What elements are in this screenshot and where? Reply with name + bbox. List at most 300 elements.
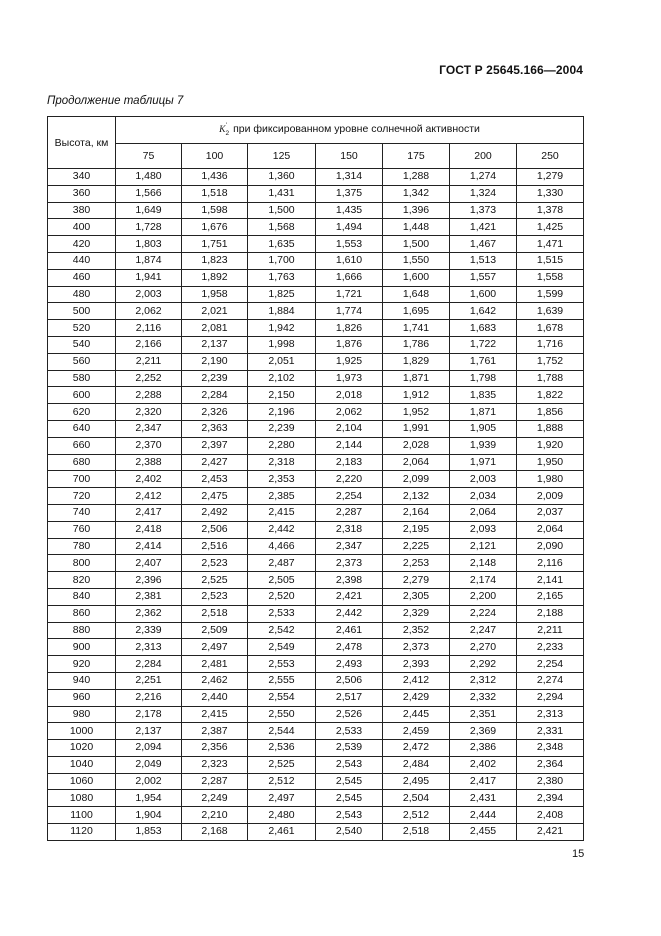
value-cell: 1,513 <box>450 252 517 269</box>
value-cell: 2,021 <box>182 303 248 320</box>
height-cell: 980 <box>48 706 116 723</box>
value-cell: 1,761 <box>450 353 517 370</box>
table-row <box>48 740 584 757</box>
value-cell: 2,220 <box>316 471 383 488</box>
value-cell: 2,351 <box>450 706 517 723</box>
value-cell: 2,018 <box>316 387 383 404</box>
table-row <box>48 286 584 303</box>
value-cell: 2,480 <box>248 807 316 824</box>
table-row <box>48 807 584 824</box>
value-cell: 1,874 <box>116 252 182 269</box>
height-cell: 440 <box>48 252 116 269</box>
height-cell: 680 <box>48 454 116 471</box>
value-cell: 2,506 <box>316 672 383 689</box>
value-cell: 1,378 <box>517 202 584 219</box>
value-cell: 2,150 <box>248 387 316 404</box>
table-row <box>48 689 584 706</box>
value-cell: 2,049 <box>116 756 182 773</box>
value-cell: 1,958 <box>182 286 248 303</box>
value-cell: 2,550 <box>248 706 316 723</box>
value-cell: 2,393 <box>383 656 450 673</box>
value-cell: 2,402 <box>450 756 517 773</box>
value-cell: 1,871 <box>383 370 450 387</box>
value-cell: 2,536 <box>248 740 316 757</box>
value-cell: 2,166 <box>116 336 182 353</box>
value-cell: 1,853 <box>116 824 182 841</box>
value-cell: 2,037 <box>517 504 584 521</box>
table-row <box>48 202 584 219</box>
value-cell: 1,598 <box>182 202 248 219</box>
value-cell: 1,642 <box>450 303 517 320</box>
value-cell: 1,716 <box>517 336 584 353</box>
value-cell: 1,566 <box>116 185 182 202</box>
value-cell: 1,822 <box>517 387 584 404</box>
value-cell: 1,856 <box>517 404 584 421</box>
value-cell: 2,408 <box>517 807 584 824</box>
value-cell: 1,954 <box>116 790 182 807</box>
table-row <box>48 169 584 186</box>
height-cell: 560 <box>48 353 116 370</box>
value-cell: 2,553 <box>248 656 316 673</box>
value-cell: 2,168 <box>182 824 248 841</box>
value-cell: 2,396 <box>116 572 182 589</box>
height-cell: 420 <box>48 236 116 253</box>
value-cell: 1,558 <box>517 269 584 286</box>
value-cell: 2,247 <box>450 622 517 639</box>
value-cell: 2,394 <box>517 790 584 807</box>
value-cell: 2,526 <box>316 706 383 723</box>
table-row <box>48 588 584 605</box>
value-cell: 1,600 <box>383 269 450 286</box>
value-cell: 2,274 <box>517 672 584 689</box>
data-table <box>47 116 584 841</box>
value-cell: 2,239 <box>248 420 316 437</box>
value-cell: 1,550 <box>383 252 450 269</box>
value-cell: 2,459 <box>383 723 450 740</box>
value-cell: 1,314 <box>316 169 383 186</box>
value-cell: 2,387 <box>182 723 248 740</box>
value-cell: 2,211 <box>517 622 584 639</box>
value-cell: 1,941 <box>116 269 182 286</box>
value-cell: 2,478 <box>316 639 383 656</box>
value-cell: 2,239 <box>182 370 248 387</box>
value-cell: 2,121 <box>450 538 517 555</box>
height-cell: 580 <box>48 370 116 387</box>
table-row <box>48 370 584 387</box>
value-cell: 2,381 <box>116 588 182 605</box>
value-cell: 2,431 <box>450 790 517 807</box>
value-cell: 1,342 <box>383 185 450 202</box>
value-cell: 1,494 <box>316 219 383 236</box>
value-cell: 2,352 <box>383 622 450 639</box>
value-cell: 1,360 <box>248 169 316 186</box>
value-cell: 1,610 <box>316 252 383 269</box>
value-cell: 1,639 <box>517 303 584 320</box>
table-row <box>48 538 584 555</box>
value-cell: 2,475 <box>182 488 248 505</box>
value-cell: 1,436 <box>182 169 248 186</box>
table-row <box>48 303 584 320</box>
value-cell: 2,323 <box>182 756 248 773</box>
value-cell: 2,253 <box>383 555 450 572</box>
table-row <box>48 555 584 572</box>
value-cell: 2,525 <box>248 756 316 773</box>
value-cell: 2,318 <box>316 521 383 538</box>
value-cell: 2,313 <box>517 706 584 723</box>
value-cell: 2,518 <box>383 824 450 841</box>
value-cell: 2,440 <box>182 689 248 706</box>
table-row <box>48 790 584 807</box>
page-number: 15 <box>572 848 585 860</box>
value-cell: 1,515 <box>517 252 584 269</box>
value-cell: 2,137 <box>116 723 182 740</box>
value-cell: 2,188 <box>517 605 584 622</box>
value-cell: 1,600 <box>450 286 517 303</box>
value-cell: 1,751 <box>182 236 248 253</box>
value-cell: 1,884 <box>248 303 316 320</box>
column-header-activity-level: 200 <box>450 144 517 169</box>
height-cell: 460 <box>48 269 116 286</box>
value-cell: 2,312 <box>450 672 517 689</box>
value-cell: 2,313 <box>116 639 182 656</box>
value-cell: 2,003 <box>450 471 517 488</box>
height-cell: 1080 <box>48 790 116 807</box>
coefficient-subscript: 2 <box>225 130 230 137</box>
value-cell: 1,421 <box>450 219 517 236</box>
value-cell: 2,099 <box>383 471 450 488</box>
value-cell: 2,453 <box>182 471 248 488</box>
table-row <box>48 236 584 253</box>
value-cell: 2,292 <box>450 656 517 673</box>
value-cell: 2,225 <box>383 538 450 555</box>
height-cell: 1100 <box>48 807 116 824</box>
value-cell: 2,523 <box>182 588 248 605</box>
value-cell: 2,517 <box>316 689 383 706</box>
value-cell: 2,545 <box>316 773 383 790</box>
table-row <box>48 824 584 841</box>
value-cell: 1,288 <box>383 169 450 186</box>
value-cell: 2,533 <box>316 723 383 740</box>
table-row <box>48 504 584 521</box>
value-cell: 2,540 <box>316 824 383 841</box>
value-cell: 1,741 <box>383 320 450 337</box>
value-cell: 2,251 <box>116 672 182 689</box>
table-row <box>48 672 584 689</box>
value-cell: 1,774 <box>316 303 383 320</box>
value-cell: 1,752 <box>517 353 584 370</box>
value-cell: 1,480 <box>116 169 182 186</box>
column-header-activity-level: 175 <box>383 144 450 169</box>
value-cell: 1,648 <box>383 286 450 303</box>
height-cell: 840 <box>48 588 116 605</box>
table-row <box>48 488 584 505</box>
value-cell: 2,512 <box>383 807 450 824</box>
value-cell: 1,835 <box>450 387 517 404</box>
value-cell: 2,064 <box>517 521 584 538</box>
value-cell: 2,093 <box>450 521 517 538</box>
value-cell: 2,116 <box>116 320 182 337</box>
value-cell: 1,676 <box>182 219 248 236</box>
value-cell: 2,165 <box>517 588 584 605</box>
value-cell: 2,533 <box>248 605 316 622</box>
value-cell: 1,518 <box>182 185 248 202</box>
value-cell: 2,415 <box>248 504 316 521</box>
height-cell: 340 <box>48 169 116 186</box>
table-row <box>48 572 584 589</box>
value-cell: 1,649 <box>116 202 182 219</box>
value-cell: 2,116 <box>517 555 584 572</box>
value-cell: 2,279 <box>383 572 450 589</box>
value-cell: 2,062 <box>116 303 182 320</box>
column-header-activity-level: 75 <box>116 144 182 169</box>
value-cell: 2,196 <box>248 404 316 421</box>
value-cell: 2,497 <box>248 790 316 807</box>
value-cell: 2,094 <box>116 740 182 757</box>
value-cell: 1,557 <box>450 269 517 286</box>
value-cell: 1,467 <box>450 236 517 253</box>
document-standard-header: ГОСТ Р 25645.166—2004 <box>439 63 583 77</box>
value-cell: 4,466 <box>248 538 316 555</box>
value-cell: 1,823 <box>182 252 248 269</box>
value-cell: 2,064 <box>383 454 450 471</box>
height-cell: 720 <box>48 488 116 505</box>
table-row <box>48 404 584 421</box>
value-cell: 1,722 <box>450 336 517 353</box>
height-cell: 400 <box>48 219 116 236</box>
value-cell: 2,495 <box>383 773 450 790</box>
table-row <box>48 723 584 740</box>
value-cell: 1,912 <box>383 387 450 404</box>
value-cell: 2,363 <box>182 420 248 437</box>
value-cell: 2,461 <box>248 824 316 841</box>
value-cell: 2,516 <box>182 538 248 555</box>
value-cell: 2,421 <box>316 588 383 605</box>
value-cell: 1,971 <box>450 454 517 471</box>
height-cell: 660 <box>48 437 116 454</box>
value-cell: 2,388 <box>116 454 182 471</box>
value-cell: 1,553 <box>316 236 383 253</box>
value-cell: 2,144 <box>316 437 383 454</box>
value-cell: 1,920 <box>517 437 584 454</box>
value-cell: 2,415 <box>182 706 248 723</box>
value-cell: 1,825 <box>248 286 316 303</box>
value-cell: 2,523 <box>182 555 248 572</box>
height-cell: 620 <box>48 404 116 421</box>
value-cell: 2,397 <box>182 437 248 454</box>
value-cell: 1,683 <box>450 320 517 337</box>
value-cell: 2,102 <box>248 370 316 387</box>
value-cell: 2,224 <box>450 605 517 622</box>
value-cell: 2,211 <box>116 353 182 370</box>
value-cell: 1,599 <box>517 286 584 303</box>
value-cell: 2,233 <box>517 639 584 656</box>
value-cell: 2,081 <box>182 320 248 337</box>
value-cell: 1,871 <box>450 404 517 421</box>
value-cell: 2,373 <box>383 639 450 656</box>
value-cell: 2,506 <box>182 521 248 538</box>
value-cell: 2,270 <box>450 639 517 656</box>
table-row <box>48 336 584 353</box>
value-cell: 2,481 <box>182 656 248 673</box>
value-cell: 2,174 <box>450 572 517 589</box>
table-row <box>48 269 584 286</box>
height-cell: 600 <box>48 387 116 404</box>
table-row <box>48 353 584 370</box>
value-cell: 2,520 <box>248 588 316 605</box>
value-cell: 2,417 <box>450 773 517 790</box>
value-cell: 2,370 <box>116 437 182 454</box>
value-cell: 2,385 <box>248 488 316 505</box>
value-cell: 2,554 <box>248 689 316 706</box>
value-cell: 2,402 <box>116 471 182 488</box>
value-cell: 1,324 <box>450 185 517 202</box>
height-cell: 640 <box>48 420 116 437</box>
height-cell: 1020 <box>48 740 116 757</box>
table-row <box>48 185 584 202</box>
column-header-activity-level: 150 <box>316 144 383 169</box>
table-row <box>48 387 584 404</box>
value-cell: 2,183 <box>316 454 383 471</box>
value-cell: 2,210 <box>182 807 248 824</box>
height-cell: 1060 <box>48 773 116 790</box>
table-row <box>48 471 584 488</box>
height-cell: 700 <box>48 471 116 488</box>
value-cell: 2,332 <box>450 689 517 706</box>
value-cell: 2,497 <box>182 639 248 656</box>
value-cell: 2,104 <box>316 420 383 437</box>
value-cell: 2,380 <box>517 773 584 790</box>
value-cell: 2,525 <box>182 572 248 589</box>
value-cell: 2,484 <box>383 756 450 773</box>
height-cell: 960 <box>48 689 116 706</box>
value-cell: 2,305 <box>383 588 450 605</box>
value-cell: 1,798 <box>450 370 517 387</box>
value-cell: 1,952 <box>383 404 450 421</box>
value-cell: 2,462 <box>182 672 248 689</box>
value-cell: 1,786 <box>383 336 450 353</box>
height-cell: 1000 <box>48 723 116 740</box>
value-cell: 1,396 <box>383 202 450 219</box>
value-cell: 1,980 <box>517 471 584 488</box>
value-cell: 2,373 <box>316 555 383 572</box>
value-cell: 1,678 <box>517 320 584 337</box>
height-cell: 920 <box>48 656 116 673</box>
value-cell: 2,407 <box>116 555 182 572</box>
value-cell: 2,487 <box>248 555 316 572</box>
value-cell: 2,347 <box>316 538 383 555</box>
value-cell: 2,445 <box>383 706 450 723</box>
value-cell: 2,009 <box>517 488 584 505</box>
value-cell: 2,320 <box>116 404 182 421</box>
value-cell: 2,544 <box>248 723 316 740</box>
height-cell: 1040 <box>48 756 116 773</box>
value-cell: 2,398 <box>316 572 383 589</box>
value-cell: 2,287 <box>182 773 248 790</box>
value-cell: 1,425 <box>517 219 584 236</box>
value-cell: 1,330 <box>517 185 584 202</box>
value-cell: 1,973 <box>316 370 383 387</box>
value-cell: 1,375 <box>316 185 383 202</box>
value-cell: 1,448 <box>383 219 450 236</box>
value-cell: 2,369 <box>450 723 517 740</box>
height-cell: 900 <box>48 639 116 656</box>
value-cell: 2,545 <box>316 790 383 807</box>
value-cell: 2,504 <box>383 790 450 807</box>
value-cell: 1,435 <box>316 202 383 219</box>
value-cell: 1,939 <box>450 437 517 454</box>
height-cell: 380 <box>48 202 116 219</box>
value-cell: 1,500 <box>383 236 450 253</box>
table-row <box>48 420 584 437</box>
value-cell: 2,294 <box>517 689 584 706</box>
value-cell: 2,249 <box>182 790 248 807</box>
coefficient-symbol: K <box>219 125 226 135</box>
value-cell: 2,287 <box>316 504 383 521</box>
value-cell: 1,998 <box>248 336 316 353</box>
value-cell: 1,700 <box>248 252 316 269</box>
height-cell: 480 <box>48 286 116 303</box>
column-header-activity-level: 100 <box>182 144 248 169</box>
column-header-coefficient <box>116 117 584 144</box>
value-cell: 2,200 <box>450 588 517 605</box>
height-cell: 860 <box>48 605 116 622</box>
value-cell: 2,348 <box>517 740 584 757</box>
value-cell: 2,356 <box>182 740 248 757</box>
value-cell: 2,164 <box>383 504 450 521</box>
value-cell: 2,090 <box>517 538 584 555</box>
value-cell: 1,500 <box>248 202 316 219</box>
value-cell: 1,826 <box>316 320 383 337</box>
value-cell: 2,280 <box>248 437 316 454</box>
value-cell: 1,721 <box>316 286 383 303</box>
value-cell: 2,362 <box>116 605 182 622</box>
value-cell: 1,904 <box>116 807 182 824</box>
value-cell: 2,288 <box>116 387 182 404</box>
value-cell: 2,002 <box>116 773 182 790</box>
value-cell: 2,418 <box>116 521 182 538</box>
column-header-activity-level: 250 <box>517 144 584 169</box>
value-cell: 2,137 <box>182 336 248 353</box>
value-cell: 1,728 <box>116 219 182 236</box>
value-cell: 2,003 <box>116 286 182 303</box>
value-cell: 1,471 <box>517 236 584 253</box>
value-cell: 2,442 <box>248 521 316 538</box>
table-row <box>48 605 584 622</box>
value-cell: 2,331 <box>517 723 584 740</box>
value-cell: 2,455 <box>450 824 517 841</box>
height-cell: 820 <box>48 572 116 589</box>
value-cell: 2,132 <box>383 488 450 505</box>
value-cell: 1,763 <box>248 269 316 286</box>
value-cell: 1,925 <box>316 353 383 370</box>
value-cell: 2,427 <box>182 454 248 471</box>
value-cell: 2,442 <box>316 605 383 622</box>
table-row <box>48 656 584 673</box>
value-cell: 1,991 <box>383 420 450 437</box>
table-row <box>48 437 584 454</box>
table-row <box>48 252 584 269</box>
value-cell: 2,412 <box>383 672 450 689</box>
table-row <box>48 521 584 538</box>
coefficient-description: при фиксированном уровне солнечной активности <box>233 123 480 135</box>
value-cell: 2,417 <box>116 504 182 521</box>
value-cell: 1,568 <box>248 219 316 236</box>
value-cell: 1,942 <box>248 320 316 337</box>
value-cell: 1,274 <box>450 169 517 186</box>
value-cell: 1,666 <box>316 269 383 286</box>
value-cell: 2,141 <box>517 572 584 589</box>
table-caption: Продолжение таблицы 7 <box>47 95 184 107</box>
